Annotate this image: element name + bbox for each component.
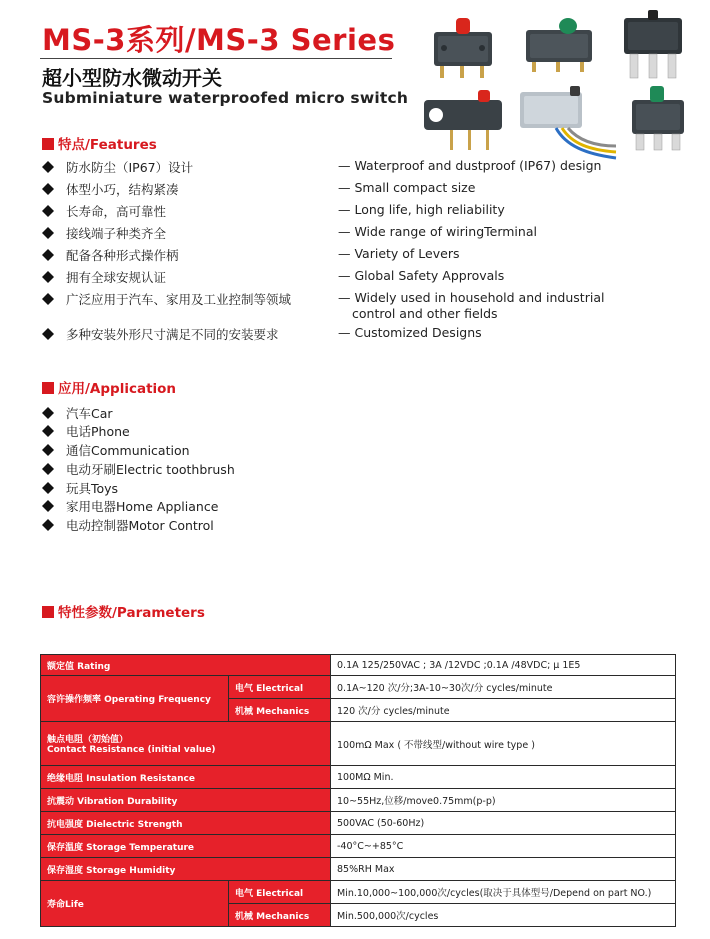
application-heading (42, 377, 176, 397)
application-text: 电动牙刷Electric toothbrush (66, 462, 235, 477)
contact-resistance-value: 100mΩ Max ( 不带线型/without wire type ) (331, 722, 676, 766)
storage-humidity-value: 85%RH Max (331, 858, 676, 881)
title-divider (40, 58, 392, 59)
life-label: 寿命Life (41, 881, 229, 927)
table-row (41, 835, 676, 858)
dielectric-value: 500VAC (50-60Hz) (331, 812, 676, 835)
life-electrical-label: 电气 Electrical (229, 881, 331, 904)
diamond-bullet-icon (42, 249, 54, 261)
table-row (41, 789, 676, 812)
diamond-bullet-icon (42, 444, 54, 456)
subtitle-english: Subminiature waterproofed micro switch (42, 89, 409, 107)
parameters-heading (42, 601, 205, 621)
table-row (41, 881, 676, 904)
application-text: 玩具Toys (66, 481, 119, 496)
feature-cn: 体型小巧，结构紧凑 (66, 182, 179, 197)
feature-en: — Customized Designs (338, 325, 482, 340)
vibration-value: 10~55Hz,位移/move0.75mm(p-p) (331, 789, 676, 812)
storage-temperature-value: -40°C~+85°C (331, 835, 676, 858)
frequency-electrical-value: 0.1A~120 次/分;3A-10~30次/分 cycles/minute (331, 676, 676, 699)
red-square-marker (42, 138, 54, 150)
life-mechanics-value: Min.500,000次/cycles (331, 904, 676, 927)
feature-cn: 长寿命，高可靠性 (66, 204, 167, 219)
diamond-bullet-icon (42, 407, 54, 419)
table-row (41, 722, 676, 766)
life-electrical-value: Min.10,000~100,000次/cycles(取决于具体型号/Depend on part NO.) (331, 881, 676, 904)
application-text: 通信Communication (66, 443, 190, 458)
diamond-bullet-icon (42, 161, 54, 173)
parameters-table (40, 654, 676, 927)
diamond-bullet-icon (42, 328, 54, 340)
switch-green-top-image (626, 84, 690, 160)
frequency-electrical-label: 电气 Electrical (229, 676, 331, 699)
application-text: 电动控制器Motor Control (66, 518, 214, 533)
application-text: 汽车Car (66, 406, 113, 421)
frequency-label: 容许操作频率 Operating Frequency (41, 676, 229, 722)
switch-pcb-pins-image (618, 8, 688, 82)
contact-resistance-label-en: Contact Resistance (initial value) (47, 745, 216, 755)
switch-red-button-image (426, 10, 498, 80)
feature-en: — Global Safety Approvals (338, 268, 505, 283)
table-row (41, 812, 676, 835)
features-heading (42, 133, 157, 153)
feature-cn: 多种安装外形尺寸满足不同的安装要求 (66, 327, 279, 342)
feature-en: — Small compact size (338, 180, 476, 195)
diamond-bullet-icon (42, 482, 54, 494)
dielectric-label: 抗电强度 Dielectric Strength (41, 812, 331, 835)
rating-label: 额定值 Rating (41, 655, 331, 676)
table-row (41, 676, 676, 699)
diamond-bullet-icon (42, 271, 54, 283)
diamond-bullet-icon (42, 519, 54, 531)
feature-cn: 广泛应用于汽车、家用及工业控制等领域 (66, 292, 292, 307)
frequency-mechanics-value: 120 次/分 cycles/minute (331, 699, 676, 722)
diamond-bullet-icon (42, 425, 54, 437)
application-text: 电话Phone (66, 424, 130, 439)
red-square-marker (42, 606, 54, 618)
storage-humidity-label: 保存湿度 Storage Humidity (41, 858, 331, 881)
table-row (41, 655, 676, 676)
diamond-bullet-icon (42, 227, 54, 239)
contact-resistance-label (41, 722, 331, 766)
insulation-label: 绝缘电阻 Insulation Resistance (41, 766, 331, 789)
life-mechanics-label: 机械 Mechanics (229, 904, 331, 927)
diamond-bullet-icon (42, 205, 54, 217)
feature-en: — Wide range of wiringTerminal (338, 224, 537, 239)
diamond-bullet-icon (42, 183, 54, 195)
storage-temperature-label: 保存温度 Storage Temperature (41, 835, 331, 858)
feature-cn: 防水防尘（IP67）设计 (66, 160, 194, 175)
feature-en: — Variety of Levers (338, 246, 460, 261)
vibration-label: 抗震动 Vibration Durability (41, 789, 331, 812)
table-row (41, 766, 676, 789)
feature-cn: 接线端子种类齐全 (66, 226, 167, 241)
insulation-value: 100MΩ Min. (331, 766, 676, 789)
switch-with-wires-image (516, 84, 620, 164)
application-heading-text: 应用/Application (58, 381, 177, 397)
feature-en: — Long life, high reliability (338, 202, 505, 217)
features-heading-text: 特点/Features (58, 137, 157, 153)
page-title: MS-3系列/MS-3 Series (42, 23, 396, 57)
subtitle-chinese: 超小型防水微动开关 (42, 66, 222, 90)
contact-resistance-label-cn: 触点电阻（初始值） (47, 735, 129, 745)
frequency-mechanics-label: 机械 Mechanics (229, 699, 331, 722)
diamond-bullet-icon (42, 293, 54, 305)
red-square-marker (42, 382, 54, 394)
feature-cn: 配备各种形式操作柄 (66, 248, 179, 263)
switch-mounting-hole-image (420, 86, 508, 154)
switch-green-button-image (520, 12, 600, 78)
parameters-heading-text: 特性参数/Parameters (58, 605, 205, 621)
feature-en-continued: control and other fields (352, 306, 498, 321)
feature-en: — Waterproof and dustproof (IP67) design (338, 158, 602, 173)
feature-en: — Widely used in household and industrial (338, 290, 605, 305)
product-photos (420, 6, 710, 156)
table-row (41, 858, 676, 881)
diamond-bullet-icon (42, 500, 54, 512)
application-text: 家用电器Home Appliance (66, 499, 219, 514)
rating-value: 0.1A 125/250VAC ; 3A /12VDC ;0.1A /48VDC; μ 1E5 (331, 655, 676, 676)
diamond-bullet-icon (42, 463, 54, 475)
feature-cn: 拥有全球安规认证 (66, 270, 167, 285)
